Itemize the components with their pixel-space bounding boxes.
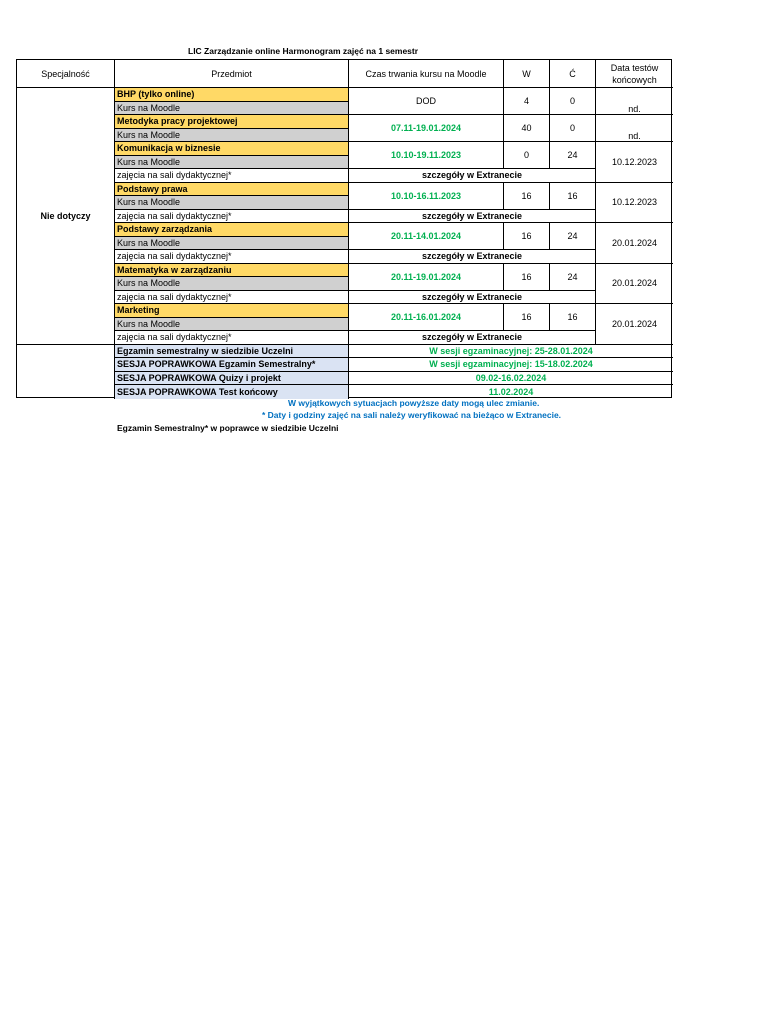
exam-name: SESJA POPRAWKOWA Quizy i projekt <box>115 372 349 386</box>
subject-name: Marketing <box>115 304 349 318</box>
classroom-label: zajęcia na sali dydaktycznej* <box>115 331 349 345</box>
subject-name: Komunikacja w biznesie <box>115 142 349 156</box>
hours-c: 24 <box>550 223 596 250</box>
header-test-date: Data testów końcowych <box>596 60 673 88</box>
hours-w: 16 <box>504 264 550 291</box>
extranet-details: szczegóły w Extranecie <box>349 331 596 345</box>
exam-name: Egzamin semestralny w siedzibie Uczelni <box>115 345 349 359</box>
course-duration: 10.10-19.11.2023 <box>349 142 504 169</box>
exam-name: SESJA POPRAWKOWA Test końcowy <box>115 385 349 399</box>
test-date: 20.01.2024 <box>596 264 673 305</box>
classroom-label: zajęcia na sali dydaktycznej* <box>115 250 349 264</box>
classroom-label: zajęcia na sali dydaktycznej* <box>115 169 349 183</box>
header-subject: Przedmiot <box>115 60 349 88</box>
moodle-course-label: Kurs na Moodle <box>115 277 349 291</box>
hours-w: 4 <box>504 88 550 115</box>
hours-c: 16 <box>550 304 596 331</box>
exam-name: SESJA POPRAWKOWA Egzamin Semestralny* <box>115 358 349 372</box>
schedule-table <box>16 59 672 398</box>
test-date: 20.01.2024 <box>596 304 673 345</box>
course-duration: 20.11-16.01.2024 <box>349 304 504 331</box>
classroom-label: zajęcia na sali dydaktycznej* <box>115 291 349 305</box>
footnote-exam: Egzamin Semestralny* w poprawce w siedzibie Uczelni <box>117 423 339 433</box>
extranet-details: szczegóły w Extranecie <box>349 250 596 264</box>
hours-c: 0 <box>550 88 596 115</box>
hours-c: 16 <box>550 183 596 210</box>
subject-name: BHP (tylko online) <box>115 88 349 102</box>
hours-w: 16 <box>504 183 550 210</box>
extranet-details: szczegóły w Extranecie <box>349 210 596 224</box>
specialty-empty <box>17 345 115 399</box>
test-date: 10.12.2023 <box>596 183 673 224</box>
subject-name: Matematyka w zarządzaniu <box>115 264 349 278</box>
moodle-course-label: Kurs na Moodle <box>115 237 349 251</box>
moodle-course-label: Kurs na Moodle <box>115 156 349 170</box>
hours-c: 24 <box>550 264 596 291</box>
exam-date: W sesji egzaminacyjnej: 25-28.01.2024 <box>349 345 673 359</box>
exam-date: 09.02-16.02.2024 <box>349 372 673 386</box>
extranet-details: szczegóły w Extranecie <box>349 169 596 183</box>
specialty-cell: Nie dotyczy <box>17 88 115 345</box>
test-date: 10.12.2023 <box>596 142 673 183</box>
exam-date: W sesji egzaminacyjnej: 15-18.02.2024 <box>349 358 673 372</box>
course-duration: DOD <box>349 88 504 115</box>
test-date: 20.01.2024 <box>596 223 673 264</box>
classroom-label: zajęcia na sali dydaktycznej* <box>115 210 349 224</box>
header-w: W <box>504 60 550 88</box>
subject-name: Metodyka pracy projektowej <box>115 115 349 129</box>
moodle-course-label: Kurs na Moodle <box>115 129 349 143</box>
hours-c: 0 <box>550 115 596 142</box>
course-duration: 20.11-14.01.2024 <box>349 223 504 250</box>
course-duration: 20.11-19.01.2024 <box>349 264 504 291</box>
hours-c: 24 <box>550 142 596 169</box>
subject-name: Podstawy zarządzania <box>115 223 349 237</box>
moodle-course-label: Kurs na Moodle <box>115 196 349 210</box>
hours-w: 16 <box>504 304 550 331</box>
hours-w: 16 <box>504 223 550 250</box>
header-duration: Czas trwania kursu na Moodle <box>349 60 504 88</box>
extranet-details: szczegóły w Extranecie <box>349 291 596 305</box>
test-date: nd. <box>596 88 673 115</box>
test-date: nd. <box>596 115 673 142</box>
exam-date: 11.02.2024 <box>488 386 534 397</box>
moodle-course-label: Kurs na Moodle <box>115 318 349 332</box>
header-specialty: Specjalność <box>17 60 115 88</box>
note-verify-extranet: * Daty i godziny zajęć na sali należy weryfikować na bieżąco w Extranecie. <box>262 410 562 420</box>
page-title: LIC Zarządzanie online Harmonogram zajęć na 1 semestr <box>188 46 419 56</box>
subject-name: Podstawy prawa <box>115 183 349 197</box>
header-c: Ć <box>550 60 596 88</box>
hours-w: 40 <box>504 115 550 142</box>
course-duration: 10.10-16.11.2023 <box>349 183 504 210</box>
hours-w: 0 <box>504 142 550 169</box>
note-dates-may-change: W wyjątkowych sytuacjach powyższe daty mogą ulec zmianie. <box>288 398 540 408</box>
course-duration: 07.11-19.01.2024 <box>349 115 504 142</box>
moodle-course-label: Kurs na Moodle <box>115 102 349 116</box>
